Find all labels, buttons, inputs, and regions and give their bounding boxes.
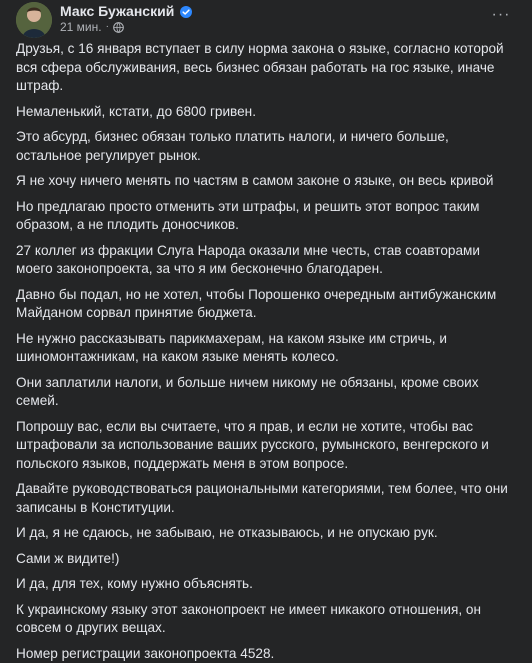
- author-line: [60, 2, 192, 20]
- post-paragraph: Сами ж видите!): [16, 550, 512, 569]
- post-paragraph: Не нужно рассказывать парикмахерам, на каком языке им стричь, и шиномонтажникам, на каком языке менять колесо.: [16, 330, 512, 367]
- post-paragraph: Немаленький, кстати, до 6800 гривен.: [16, 103, 512, 122]
- author-name[interactable]: Макс Бужанский: [60, 2, 174, 20]
- separator-dot: ·: [106, 20, 109, 34]
- post-paragraph: Они заплатили налоги, и больше ничем никому не обязаны, кроме своих семей.: [16, 374, 512, 411]
- post-paragraph: И да, я не сдаюсь, не забываю, не отказываюсь, и не опускаю рук.: [16, 524, 512, 543]
- post-paragraph: 27 коллег из фракции Слуга Народа оказали мне честь, став соавторами моего законопроекта, за что я им бесконечно благодарен.: [16, 242, 512, 279]
- post-paragraph: Попрошу вас, если вы считаете, что я прав, и если не хотите, чтобы вас штрафовали за использование ваших русского, румынского, венгерского и польского языков, поддержать меня в этом вопросе.: [16, 418, 512, 474]
- post-meta: [60, 20, 124, 34]
- post-paragraph: Но предлагаю просто отменить эти штрафы, и решить этот вопрос таким образом, а не плодить доносчиков.: [16, 198, 512, 235]
- post-paragraph: Давно бы подал, но не хотел, чтобы Порошенко очередным антибужанским Майданом сорвал принятие бюджета.: [16, 286, 512, 323]
- post-paragraph: Я не хочу ничего менять по частям в самом законе о языке, он весь кривой: [16, 172, 512, 191]
- post-paragraph: К украинскому языку этот законопроект не имеет никакого отношения, он совсем о других вещах.: [16, 601, 512, 638]
- more-options-icon[interactable]: ···: [488, 4, 514, 26]
- avatar-photo-icon: [16, 2, 52, 38]
- post-paragraph: Номер регистрации законопроекта 4528.: [16, 645, 512, 663]
- post-paragraph: И да, для тех, кому нужно объяснять.: [16, 575, 512, 594]
- post-paragraph: Давайте руководствоваться рациональными категориями, тем более, что они записаны в Конституции.: [16, 480, 512, 517]
- post-body: [16, 40, 512, 663]
- post-timestamp[interactable]: 21 мин.: [60, 20, 102, 34]
- post-paragraph: Это абсурд, бизнес обязан только платить налоги, и ничего больше, остальное регулирует рынок.: [16, 128, 512, 165]
- post-header: [16, 0, 522, 40]
- author-avatar[interactable]: [16, 2, 52, 38]
- verified-badge-icon: [180, 5, 192, 17]
- globe-icon[interactable]: [113, 22, 124, 33]
- post-paragraph: Друзья, с 16 января вступает в силу норма закона о языке, согласно которой вся сфера обслуживания, весь бизнес обязан работать на гос языке, иначе штраф.: [16, 40, 512, 96]
